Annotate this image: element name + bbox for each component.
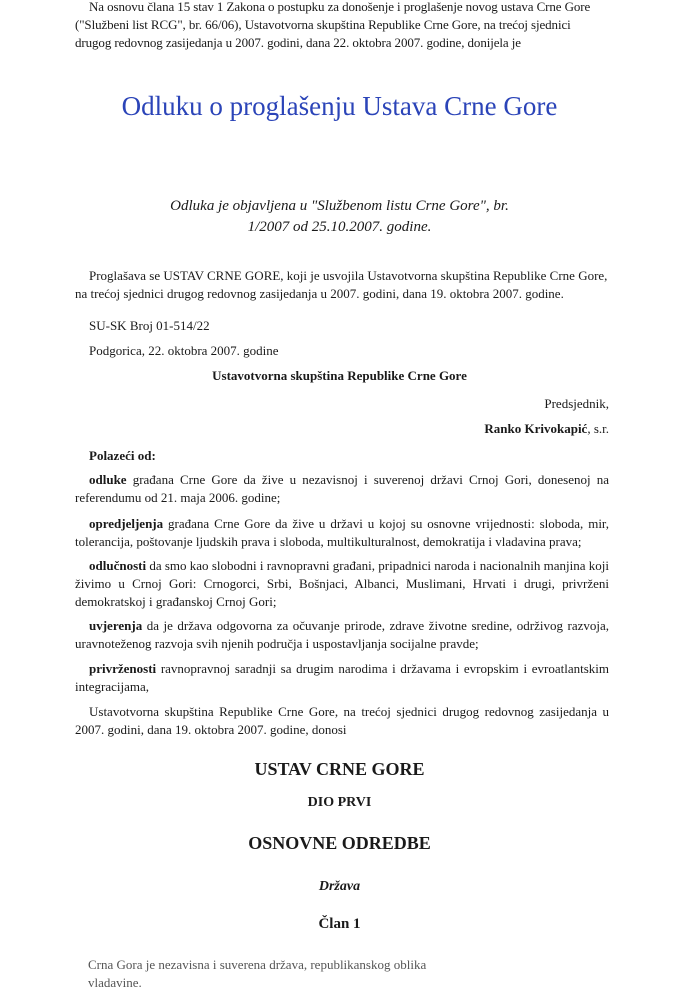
clause-text: građana Crne Gore da žive u nezavisnoj i suverenoj državi Crnoj Gori, donesenoj na referendumu od 21. maja 2006. godine; (75, 472, 609, 505)
publication-note-line-1: Odluka je objavljena u "Službenom listu Crne Gore", br. (170, 198, 509, 214)
publication-note (0, 196, 679, 238)
intro-line-2: ("Službeni list RCG", br. 66/06), Ustavotvorna skupština Republike Crne Gore, na trećoj sjednici (75, 17, 571, 32)
president-label: Predsjednik, (544, 396, 609, 411)
president-suffix: , s.r. (587, 421, 609, 436)
preamble-clause (75, 471, 609, 507)
publication-note-line-2: 1/2007 od 25.10.2007. godine. (247, 219, 432, 235)
closing-text: Ustavotvorna skupština Republike Crne Gore, na trećoj sjednici drugog redovnog zasijedanja u 2007. godini, dana 19. oktobra 2007. godine, donosi (75, 704, 609, 737)
intro-line-1: Na osnovu člana 15 stav 1 Zakona o postupku za donošenje i proglašenje novog ustava Crne Gore (89, 0, 591, 14)
clause-text: ravnopravnoj saradnji sa drugim narodima i državama i evropskim i evroatlantskim integracijama, (75, 661, 609, 694)
clause-text: građana Crne Gore da žive u državi u kojoj su osnovne vrijednosti: sloboda, mir, tolerancija, poštovanje ljudskih prava i sloboda, multikulturalnost, demokratija i vladavina prava; (75, 516, 609, 549)
clause-text: da je država odgovorna za očuvanje prirode, zdrave životne sredine, održivog razvoja, uravnoteženog razvoja svih njenih područja i uspostavljanja socijalne pravde; (75, 618, 609, 651)
intro-line-3: drugog redovnog zasijedanja u 2007. godini, dana 22. oktobra 2007. godine, donijela je (75, 35, 521, 50)
cut-off-text-line (88, 951, 473, 990)
reference-number: SU-SK Broj 01-514/22 (89, 318, 210, 333)
preamble-clause (75, 557, 609, 611)
preamble-clause (75, 660, 609, 696)
clause-keyword: uvjerenja (89, 618, 143, 633)
proclamation-paragraph (75, 267, 609, 303)
constitution-heading: USTAV CRNE GORE (254, 759, 425, 779)
proclamation-line-2: na trećoj sjednici drugog redovnog zasijedanja u 2007. godini, dana 19. oktobra 2007. godine. (75, 286, 564, 301)
president-signature (484, 420, 609, 438)
preamble-closing (75, 703, 609, 739)
clause-text: da smo kao slobodni i ravnopravni građani, pripadnici naroda i nacionalnih manjina koji živimo u Crnoj Gori: Crnogorci, Srbi, Bošnjaci, Albanci, Muslimani, Hrvati i drugi, privrženi demokratskoj i građanskoj Crnoj Gori; (75, 558, 609, 609)
preamble-clause (75, 515, 609, 551)
assembly-name: Ustavotvorna skupština Republike Crne Gore (212, 368, 467, 383)
clause-keyword: odluke (89, 472, 127, 487)
basic-provisions-heading: OSNOVNE ODREDBE (248, 833, 431, 853)
section-heading: Država (318, 879, 361, 894)
cut-off-text: Crna Gora je nezavisna i suverena država, republikanskog oblika vladavine. (88, 957, 427, 990)
article-heading: Član 1 (318, 916, 361, 932)
part-heading: DIO PRVI (307, 795, 372, 810)
document-title: Odluku o proglašenju Ustava Crne Gore (121, 91, 558, 121)
clause-keyword: opredjeljenja (89, 516, 164, 531)
place-and-date: Podgorica, 22. oktobra 2007. godine (89, 343, 279, 358)
intro-paragraph (75, 0, 609, 52)
preamble-clause (75, 617, 609, 653)
clause-keyword: privrženosti (89, 661, 157, 676)
president-name: Ranko Krivokapić (484, 421, 588, 436)
proclamation-line-1: Proglašava se USTAV CRNE GORE, koji je usvojila Ustavotvorna skupština Republike Crne Gore, (89, 268, 608, 283)
preamble-heading: Polazeći od: (89, 448, 156, 463)
clause-keyword: odlučnosti (89, 558, 147, 573)
